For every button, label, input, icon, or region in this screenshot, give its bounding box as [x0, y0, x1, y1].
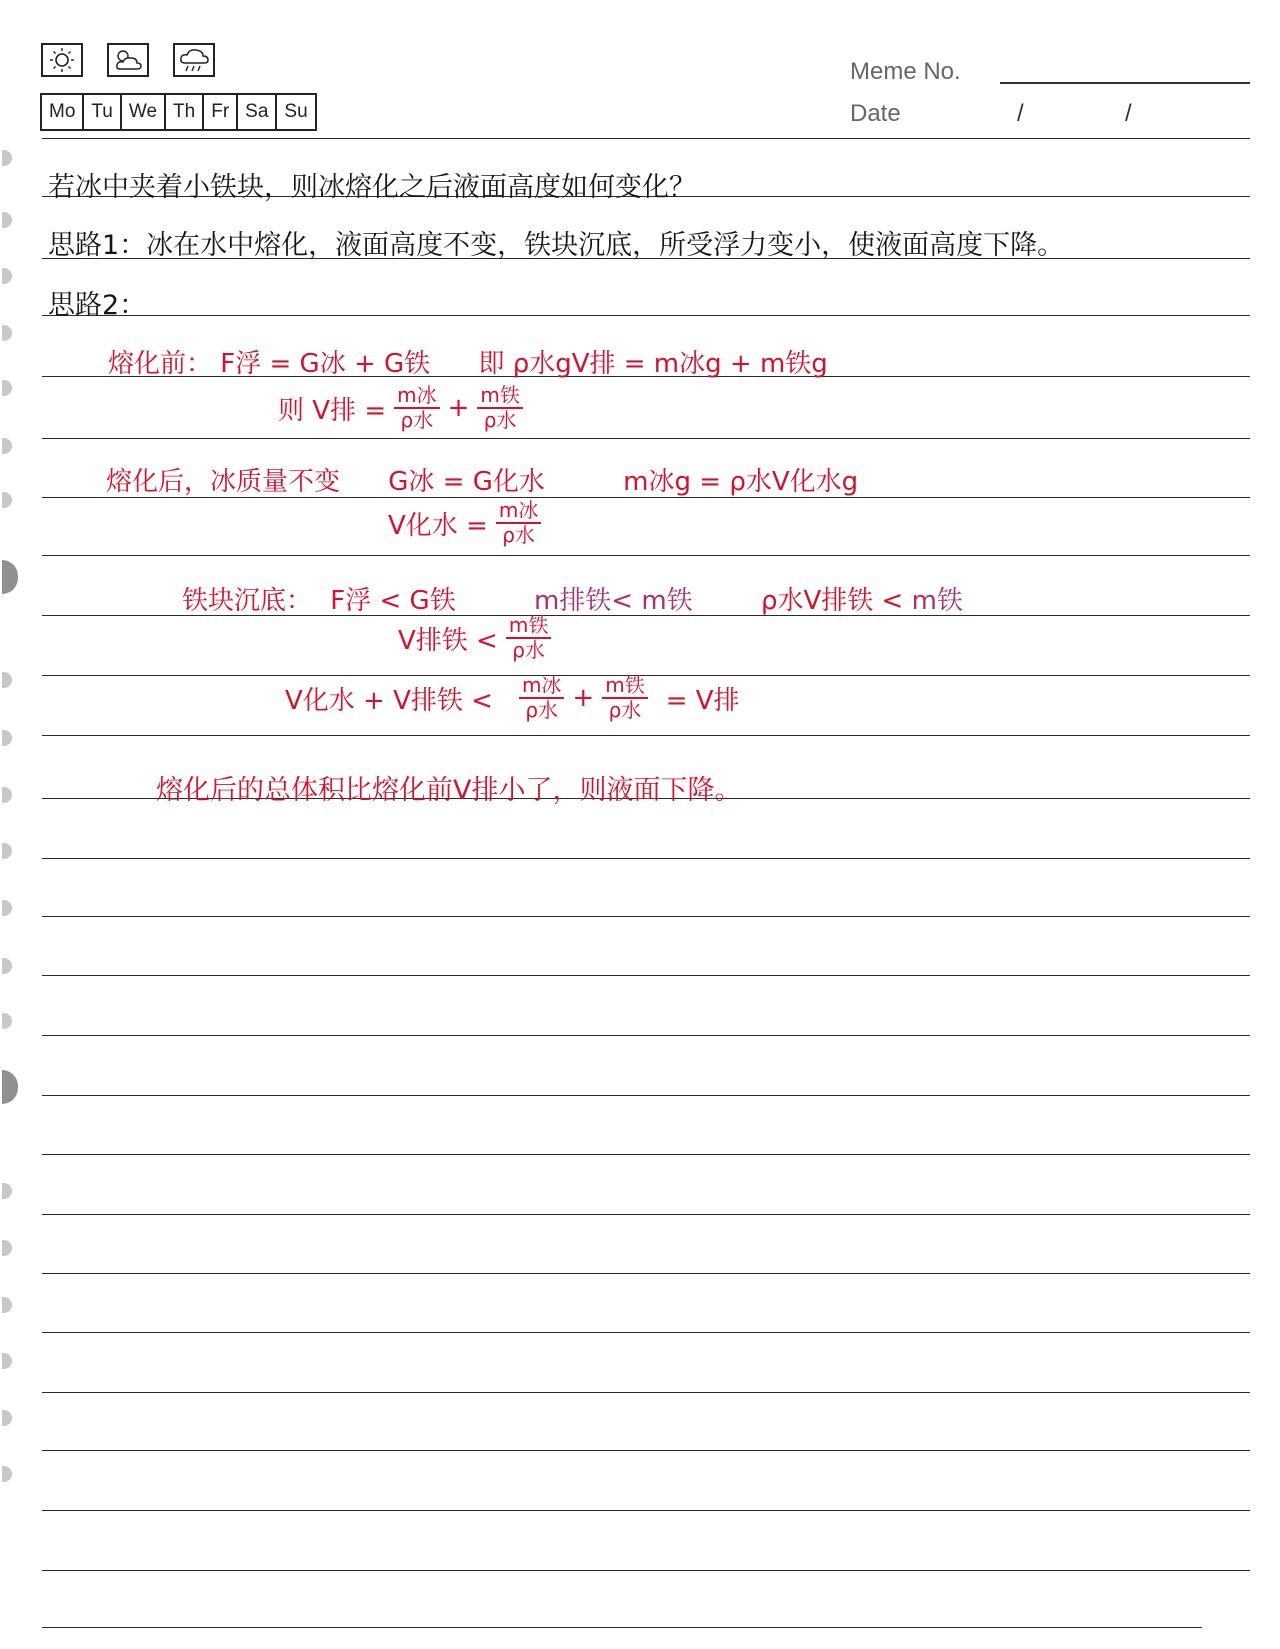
- v-displaced-formula: [278, 385, 531, 431]
- weekday-selector: [40, 93, 317, 131]
- sum-rhs: = V排: [665, 685, 740, 716]
- binding-hole: [2, 1240, 12, 1256]
- plus-sign: +: [447, 393, 470, 423]
- v-melted-prefix: V化水 =: [388, 510, 488, 541]
- ruled-line: [42, 1450, 1250, 1451]
- ruled-line: [42, 315, 1250, 316]
- binding-hole: [2, 1410, 12, 1426]
- fraction-denominator: ρ水: [483, 408, 517, 432]
- ruled-line: [42, 1570, 1250, 1571]
- sink-mass-inequality: m排铁< m铁: [533, 586, 693, 616]
- ruled-line: [42, 1214, 1250, 1215]
- ruled-line: [42, 858, 1250, 859]
- conclusion-text: 熔化后的总体积比熔化前V排小了，则液面下降。: [156, 775, 742, 806]
- fraction-ice: [394, 385, 439, 431]
- memo-label: Meme No.: [850, 58, 961, 85]
- v-iron-prefix: V排铁 <: [398, 625, 498, 656]
- binding-hole: [2, 1183, 12, 1199]
- idea-2-label: 思路2：: [48, 290, 147, 321]
- fraction-denominator: ρ水: [400, 408, 434, 432]
- ruled-line: [42, 1035, 1250, 1036]
- fraction-numerator: m铁: [602, 675, 647, 699]
- binding-hole: [2, 958, 12, 974]
- expanded-equation: 即 ρ水gV排 = m冰g + m铁g: [478, 349, 828, 379]
- buoyancy-equation: F浮 = G冰 + G铁: [220, 349, 431, 379]
- binding-hole: [2, 1013, 12, 1029]
- v-displaced-prefix: 则 V排 =: [278, 395, 387, 426]
- iron-sinks-line: [182, 580, 963, 617]
- binding-hole: [2, 212, 12, 228]
- mass-equation: m冰g = ρ水V化水g: [623, 467, 859, 497]
- binding-hole: [2, 787, 12, 803]
- ruled-line: [42, 975, 1250, 976]
- fraction-ice: [496, 500, 541, 546]
- ruled-line: [42, 735, 1250, 736]
- memo-underline: [1000, 82, 1250, 84]
- day-fr: Fr: [204, 95, 238, 129]
- fraction-numerator: m冰: [496, 500, 541, 524]
- gravity-equation: G冰 = G化水: [388, 467, 545, 497]
- binding-hole: [2, 672, 12, 688]
- day-sa: Sa: [238, 95, 277, 129]
- day-we: We: [122, 95, 166, 129]
- ruled-line: [42, 1154, 1250, 1155]
- binding-hole: [2, 1070, 18, 1104]
- binding-hole: [2, 150, 12, 166]
- ruled-line: [42, 555, 1250, 556]
- fraction-denominator: ρ水: [608, 698, 642, 722]
- fraction-ice: [519, 675, 564, 721]
- ruled-line: [42, 1510, 1250, 1511]
- binding-hole: [2, 380, 12, 396]
- ruled-line: [42, 1392, 1250, 1393]
- binding-hole: [2, 268, 12, 284]
- binding-hole: [2, 900, 12, 916]
- fraction-numerator: m铁: [506, 615, 551, 639]
- fraction-iron: [506, 615, 551, 661]
- binding-hole: [2, 730, 12, 746]
- ruled-line: [42, 138, 1250, 139]
- sink-density-inequality: ρ水V排铁 <: [760, 586, 904, 616]
- weather-icons: [41, 43, 215, 77]
- plus-sign: +: [572, 683, 595, 713]
- fraction-iron: [477, 385, 522, 431]
- sink-density-rhs: m铁: [911, 586, 963, 616]
- day-su: Su: [284, 101, 308, 122]
- ruled-line: [42, 438, 1250, 439]
- ruled-line: [42, 1095, 1250, 1096]
- fraction-numerator: m冰: [394, 385, 439, 409]
- binding-hole: [2, 325, 12, 341]
- day-mo: Mo: [42, 95, 84, 129]
- day-tu: Tu: [84, 95, 121, 129]
- after-label: 熔化后，冰质量不变: [106, 467, 341, 497]
- ruled-line: [42, 1627, 1202, 1628]
- fraction-iron: [602, 675, 647, 721]
- fraction-denominator: ρ水: [512, 638, 545, 662]
- v-iron-formula: [398, 615, 559, 661]
- binding-hole: [2, 1353, 12, 1369]
- binding-hole: [2, 438, 12, 454]
- sum-inequality: [285, 675, 740, 721]
- date-separator: /: [1017, 100, 1024, 127]
- ruled-line: [42, 1332, 1250, 1333]
- v-melted-formula: [388, 500, 549, 546]
- fraction-numerator: m铁: [477, 385, 522, 409]
- date-label: Date: [850, 100, 901, 127]
- ruled-line: [42, 916, 1250, 917]
- day-th: Th: [166, 95, 204, 129]
- partly-cloudy-icon: [107, 43, 149, 77]
- binding-hole: [2, 1466, 12, 1482]
- binding-hole: [2, 1297, 12, 1313]
- after-melting-line: [106, 461, 858, 498]
- sum-lhs: V化水 + V排铁 <: [285, 685, 493, 716]
- sun-icon: [41, 43, 83, 77]
- binding-hole: [2, 560, 18, 594]
- fraction-numerator: m冰: [519, 675, 564, 699]
- fraction-denominator: ρ水: [525, 698, 559, 722]
- before-melting-line: [108, 343, 828, 380]
- before-label: 熔化前：: [108, 349, 213, 379]
- sink-label: 铁块沉底：: [182, 586, 313, 616]
- ruled-line: [42, 1273, 1250, 1274]
- date-separator: /: [1125, 100, 1132, 127]
- question-text: 若冰中夹着小铁块，则冰熔化之后液面高度如何变化？: [48, 172, 696, 203]
- sink-buoyancy-inequality: F浮 < G铁: [330, 586, 456, 616]
- binding-hole: [2, 492, 12, 508]
- idea-1-text: 思路1：冰在水中熔化，液面高度不变，铁块沉底，所受浮力变小，使液面高度下降。: [48, 230, 1065, 261]
- fraction-denominator: ρ水: [502, 523, 535, 547]
- binding-hole: [2, 843, 12, 859]
- rain-cloud-icon: [173, 43, 215, 77]
